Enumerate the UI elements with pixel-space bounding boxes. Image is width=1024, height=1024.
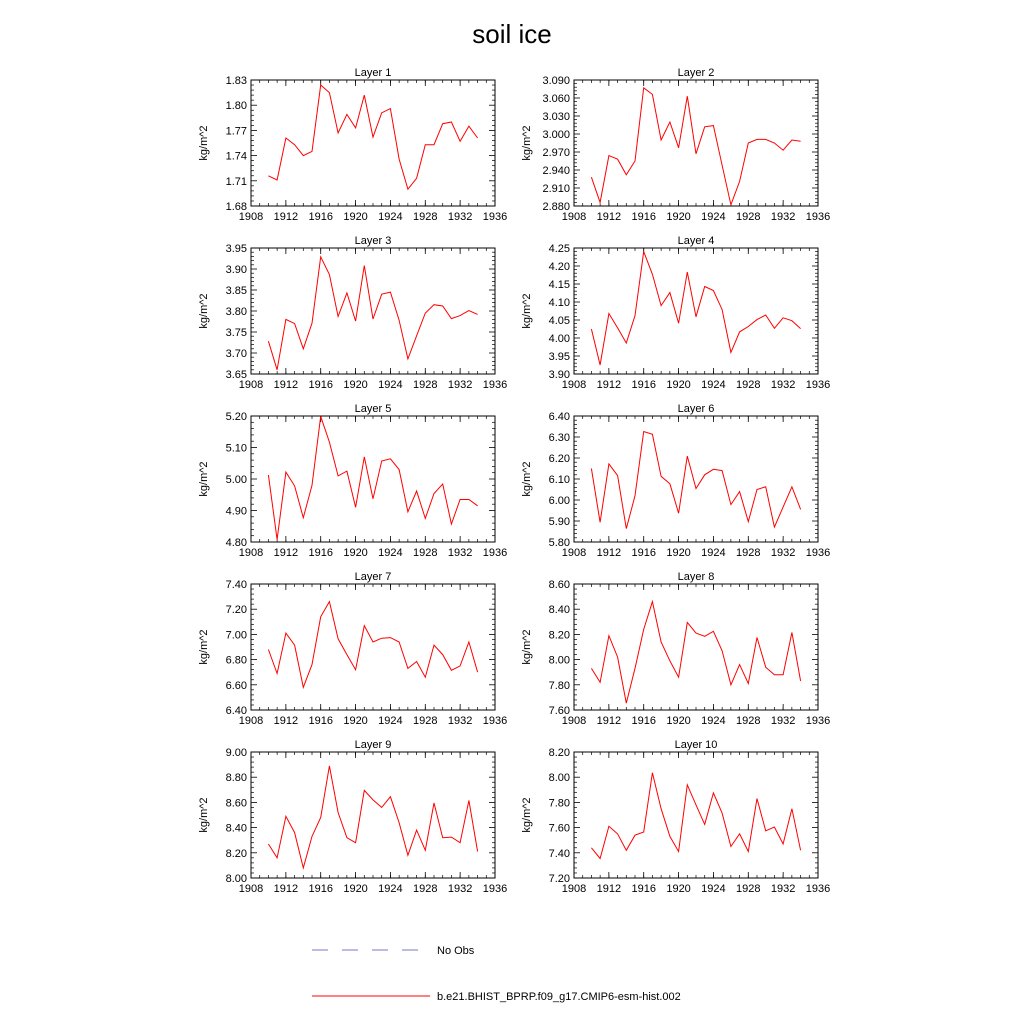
panel-title: Layer 9 [354, 739, 392, 751]
x-tick-label: 1920 [343, 379, 368, 391]
x-tick-label: 1928 [413, 715, 438, 727]
y-axis-label: kg/m^2 [198, 797, 210, 833]
x-tick-label: 1936 [482, 883, 508, 895]
series-line [268, 416, 477, 539]
x-tick-label: 1916 [631, 715, 656, 727]
series-line [591, 773, 800, 859]
y-tick-label: 6.40 [548, 411, 570, 423]
y-tick-label: 8.00 [225, 873, 247, 885]
y-tick-label: 1.74 [225, 150, 247, 163]
x-tick-label: 1908 [561, 379, 587, 391]
y-tick-label: 8.20 [548, 629, 570, 642]
panel-layer-7 [198, 571, 507, 727]
x-tick-label: 1908 [238, 379, 264, 391]
y-tick-label: 7.40 [225, 579, 247, 591]
x-tick-label: 1924 [701, 379, 726, 391]
y-tick-label: 8.00 [548, 654, 570, 667]
x-tick-label: 1908 [561, 211, 587, 223]
y-tick-label: 3.090 [542, 75, 570, 87]
y-tick-label: 4.05 [548, 315, 570, 327]
x-tick-label: 1924 [378, 883, 403, 895]
y-tick-label: 4.10 [548, 297, 570, 309]
x-tick-label: 1924 [701, 715, 726, 727]
x-tick-label: 1932 [447, 547, 473, 559]
y-tick-label: 3.75 [225, 327, 247, 339]
x-tick-label: 1928 [413, 211, 438, 223]
panel-title: Layer 1 [354, 67, 392, 79]
y-tick-label: 1.83 [225, 75, 247, 87]
x-tick-label: 1908 [238, 547, 264, 559]
panel-title: Layer 4 [677, 235, 715, 247]
y-tick-label: 8.20 [225, 847, 247, 860]
x-tick-label: 1908 [561, 715, 587, 727]
panel-layer-6 [521, 403, 830, 559]
x-tick-label: 1916 [631, 547, 656, 559]
x-tick-label: 1916 [308, 547, 333, 559]
x-tick-label: 1924 [701, 211, 726, 223]
y-axis-label: kg/m^2 [521, 125, 533, 161]
x-tick-label: 1912 [273, 547, 299, 559]
x-tick-label: 1920 [343, 883, 368, 895]
x-tick-label: 1912 [596, 883, 622, 895]
panel-title: Layer 6 [677, 403, 715, 415]
y-tick-label: 7.60 [548, 705, 570, 717]
x-tick-label: 1936 [805, 379, 831, 391]
x-tick-label: 1912 [596, 547, 622, 559]
y-tick-label: 3.90 [548, 369, 570, 381]
y-tick-label: 8.00 [548, 772, 570, 785]
series-line [268, 602, 477, 688]
panel-layer-4 [521, 235, 830, 391]
plot-frame [251, 416, 495, 542]
y-tick-label: 3.030 [542, 111, 570, 123]
x-tick-label: 1932 [447, 883, 473, 895]
series-line [591, 252, 800, 365]
x-tick-label: 1912 [273, 715, 299, 727]
panel-title: Layer 8 [677, 571, 715, 583]
panel-layer-5 [198, 403, 507, 559]
x-tick-label: 1912 [596, 715, 622, 727]
y-tick-label: 6.40 [225, 705, 247, 717]
x-tick-label: 1920 [666, 379, 691, 391]
legend-model-label: b.e21.BHIST_BPRP.f09_g17.CMIP6-esm-hist.002 [437, 991, 681, 1003]
x-tick-label: 1932 [447, 379, 473, 391]
y-tick-label: 4.15 [548, 279, 570, 291]
panel-title: Layer 2 [677, 67, 715, 79]
x-tick-label: 1924 [378, 547, 403, 559]
plot-frame [251, 80, 495, 206]
x-tick-label: 1932 [770, 883, 796, 895]
x-tick-label: 1920 [666, 715, 691, 727]
y-tick-label: 3.70 [225, 348, 247, 360]
plot-frame [251, 752, 495, 878]
x-tick-label: 1916 [308, 883, 333, 895]
plot-frame [251, 248, 495, 374]
x-tick-label: 1912 [273, 211, 299, 223]
y-tick-label: 7.60 [548, 822, 570, 835]
y-tick-label: 3.85 [225, 285, 247, 297]
panel-title: Layer 5 [354, 403, 392, 415]
figure-title: soil ice [472, 19, 552, 49]
plot-frame [574, 752, 818, 878]
x-tick-label: 1912 [596, 379, 622, 391]
y-tick-label: 6.60 [225, 679, 247, 692]
panel-layer-10 [521, 739, 830, 895]
y-tick-label: 4.80 [225, 537, 247, 549]
panel-title: Layer 7 [354, 571, 392, 583]
series-line [591, 88, 800, 205]
x-tick-label: 1920 [666, 547, 691, 559]
y-tick-label: 7.80 [548, 797, 570, 810]
x-tick-label: 1936 [805, 883, 831, 895]
y-tick-label: 1.68 [225, 201, 247, 213]
x-tick-label: 1920 [343, 715, 368, 727]
y-axis-label: kg/m^2 [198, 629, 210, 665]
y-tick-label: 6.20 [548, 453, 570, 465]
y-tick-label: 7.80 [548, 679, 570, 692]
y-axis-label: kg/m^2 [198, 461, 210, 497]
x-tick-label: 1932 [770, 547, 796, 559]
y-tick-label: 2.910 [542, 183, 570, 195]
x-tick-label: 1916 [308, 715, 333, 727]
y-tick-label: 8.20 [548, 747, 570, 759]
y-tick-label: 6.30 [548, 432, 570, 444]
legend-no-obs-label: No Obs [437, 945, 475, 957]
y-tick-label: 6.00 [548, 495, 570, 507]
x-tick-label: 1924 [701, 883, 726, 895]
x-tick-label: 1912 [273, 379, 299, 391]
y-axis-label: kg/m^2 [198, 293, 210, 329]
y-tick-label: 3.060 [542, 93, 570, 105]
x-tick-label: 1908 [561, 547, 587, 559]
y-tick-label: 1.71 [225, 175, 247, 188]
y-tick-label: 8.40 [225, 822, 247, 835]
y-tick-label: 4.00 [548, 333, 570, 345]
y-tick-label: 3.000 [542, 129, 570, 141]
plot-frame [574, 248, 818, 374]
x-tick-label: 1916 [308, 211, 333, 223]
x-tick-label: 1920 [666, 211, 691, 223]
series-line [268, 85, 477, 189]
series-line [268, 766, 477, 868]
y-tick-label: 3.90 [225, 264, 247, 276]
y-tick-label: 4.90 [225, 505, 247, 518]
series-line [591, 602, 800, 704]
panel-layer-1 [198, 67, 507, 223]
y-tick-label: 1.80 [225, 100, 247, 113]
panel-layer-2 [521, 67, 830, 223]
y-tick-label: 6.80 [225, 654, 247, 667]
x-tick-label: 1920 [343, 547, 368, 559]
y-tick-label: 9.00 [225, 747, 247, 759]
y-tick-label: 8.80 [225, 772, 247, 785]
y-tick-label: 2.940 [542, 165, 570, 177]
x-tick-label: 1908 [238, 715, 264, 727]
x-tick-label: 1908 [238, 883, 264, 895]
x-tick-label: 1908 [238, 211, 264, 223]
x-tick-label: 1936 [482, 547, 508, 559]
y-tick-label: 6.10 [548, 474, 570, 486]
y-tick-label: 3.80 [225, 306, 247, 318]
panels [198, 67, 830, 895]
y-tick-label: 3.95 [225, 243, 247, 255]
y-axis-label: kg/m^2 [198, 125, 210, 161]
x-tick-label: 1920 [666, 883, 691, 895]
y-tick-label: 5.00 [225, 474, 247, 486]
x-tick-label: 1932 [770, 715, 796, 727]
x-tick-label: 1928 [736, 883, 761, 895]
x-tick-label: 1916 [631, 883, 656, 895]
series-line [268, 257, 477, 370]
x-tick-label: 1924 [701, 547, 726, 559]
x-tick-label: 1916 [631, 211, 656, 223]
y-tick-label: 2.880 [542, 201, 570, 213]
x-tick-label: 1920 [343, 211, 368, 223]
x-tick-label: 1932 [770, 211, 796, 223]
plot-frame [574, 416, 818, 542]
y-axis-label: kg/m^2 [521, 461, 533, 497]
y-tick-label: 3.65 [225, 369, 247, 381]
x-tick-label: 1936 [805, 211, 831, 223]
x-tick-label: 1908 [561, 883, 587, 895]
x-tick-label: 1936 [805, 547, 831, 559]
panel-title: Layer 10 [674, 739, 718, 751]
x-tick-label: 1932 [447, 715, 473, 727]
x-tick-label: 1924 [378, 379, 403, 391]
y-tick-label: 4.25 [548, 243, 570, 255]
x-tick-label: 1912 [596, 211, 622, 223]
y-tick-label: 5.90 [548, 516, 570, 528]
y-axis-label: kg/m^2 [521, 797, 533, 833]
y-tick-label: 2.970 [542, 147, 570, 159]
y-tick-label: 8.60 [225, 797, 247, 810]
y-tick-label: 8.60 [548, 579, 570, 591]
y-axis-label: kg/m^2 [521, 629, 533, 665]
y-tick-label: 5.80 [548, 537, 570, 549]
y-tick-label: 3.95 [548, 351, 570, 363]
x-tick-label: 1936 [482, 715, 508, 727]
panel-layer-8 [521, 571, 830, 727]
y-tick-label: 5.10 [225, 442, 247, 455]
x-tick-label: 1936 [482, 211, 508, 223]
x-tick-label: 1928 [413, 379, 438, 391]
plot-frame [574, 80, 818, 206]
panel-title: Layer 3 [354, 235, 392, 247]
x-tick-label: 1928 [736, 715, 761, 727]
y-tick-label: 7.00 [225, 629, 247, 642]
x-tick-label: 1924 [378, 715, 403, 727]
x-tick-label: 1928 [413, 547, 438, 559]
legend [312, 945, 681, 1003]
x-tick-label: 1932 [770, 379, 796, 391]
y-tick-label: 7.40 [548, 847, 570, 860]
x-tick-label: 1928 [736, 547, 761, 559]
x-tick-label: 1936 [805, 715, 831, 727]
y-tick-label: 4.20 [548, 261, 570, 273]
x-tick-label: 1924 [378, 211, 403, 223]
x-tick-label: 1928 [413, 883, 438, 895]
y-axis-label: kg/m^2 [521, 293, 533, 329]
x-tick-label: 1916 [631, 379, 656, 391]
x-tick-label: 1912 [273, 883, 299, 895]
panel-layer-9 [198, 739, 507, 895]
y-tick-label: 5.20 [225, 411, 247, 423]
x-tick-label: 1932 [447, 211, 473, 223]
plot-frame [574, 584, 818, 710]
panel-layer-3 [198, 235, 507, 391]
y-tick-label: 7.20 [225, 604, 247, 617]
y-tick-label: 7.20 [548, 873, 570, 885]
x-tick-label: 1916 [308, 379, 333, 391]
x-tick-label: 1928 [736, 211, 761, 223]
x-tick-label: 1936 [482, 379, 508, 391]
y-tick-label: 8.40 [548, 604, 570, 617]
plot-frame [251, 584, 495, 710]
x-tick-label: 1928 [736, 379, 761, 391]
series-line [591, 432, 800, 529]
y-tick-label: 1.77 [225, 125, 247, 138]
